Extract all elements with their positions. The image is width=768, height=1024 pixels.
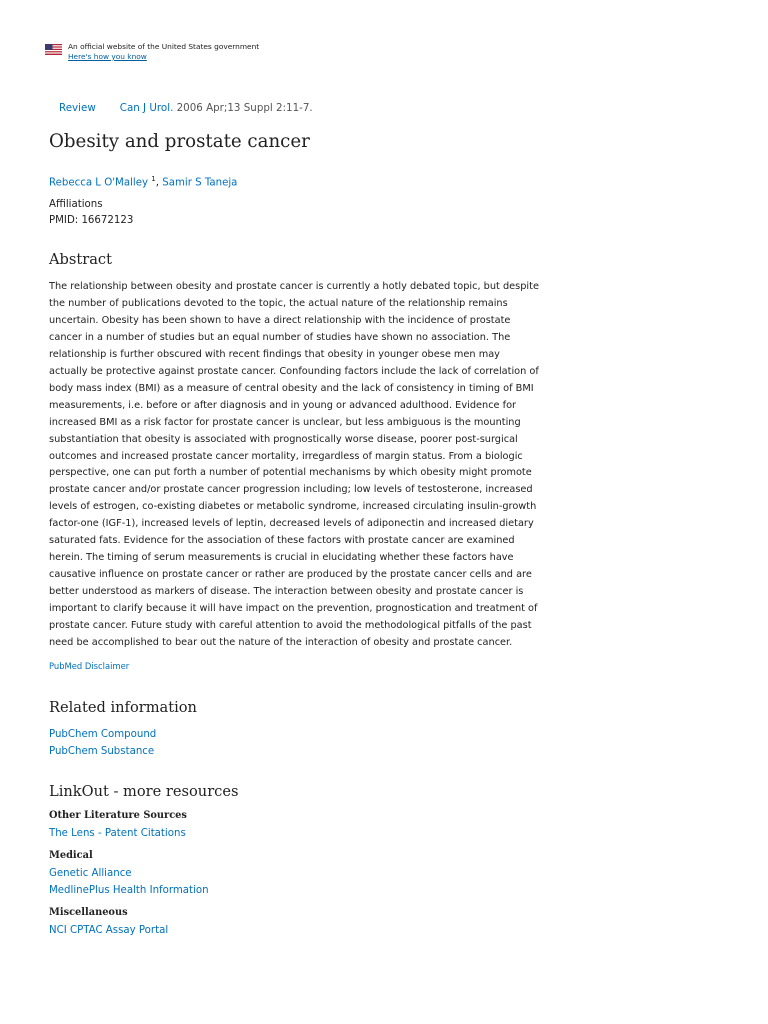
medlineplus-health-information-link[interactable]: MedlinePlus Health Information bbox=[49, 885, 209, 897]
author-list bbox=[49, 172, 237, 190]
affiliations-toggle[interactable]: Affiliations bbox=[49, 199, 103, 210]
nci-cptac-assay-portal-link[interactable]: NCI CPTAC Assay Portal bbox=[49, 925, 169, 936]
author-link[interactable]: Samir S Taneja bbox=[162, 177, 238, 189]
heres-how-you-know-link[interactable]: Here's how you know bbox=[68, 52, 147, 61]
linkout-group-links bbox=[49, 865, 209, 899]
related-information-heading: Related information bbox=[49, 699, 197, 716]
article-citation-row bbox=[59, 101, 313, 115]
pmid-label: PMID: 16672123 bbox=[49, 214, 134, 226]
linkout-group-links bbox=[49, 825, 186, 842]
us-flag-icon bbox=[45, 44, 62, 55]
linkout-group-links bbox=[49, 922, 168, 939]
pubmed-disclaimer-link[interactable]: PubMed Disclaimer bbox=[49, 661, 130, 671]
linkout-group-title: Other Literature Sources bbox=[49, 810, 187, 821]
publication-type-review-link[interactable]: Review bbox=[59, 102, 96, 114]
article-identifiers bbox=[49, 197, 133, 228]
related-links bbox=[49, 726, 156, 760]
gov-banner-text bbox=[68, 42, 259, 62]
abstract-heading: Abstract bbox=[49, 251, 112, 268]
author-link[interactable]: Rebecca L O'Malley bbox=[49, 177, 149, 189]
linkout-heading: LinkOut - more resources bbox=[49, 783, 239, 800]
affiliation-ref[interactable]: 1 bbox=[151, 175, 156, 183]
linkout-group-title: Miscellaneous bbox=[49, 907, 128, 918]
linkout-group-title: Medical bbox=[49, 850, 93, 861]
author-separator: , bbox=[155, 177, 163, 189]
the-lens-patent-citations-link[interactable]: The Lens - Patent Citations bbox=[49, 828, 186, 839]
pubchem-compound-link[interactable]: PubChem Compound bbox=[49, 729, 157, 740]
abstract-text: The relationship between obesity and prostate cancer is currently a hotly debated topic, but despite the number of publications devoted to the topic, the actual nature of the relationship remains uncertain. Obesity has been shown to have a direct relationship with the incidence of prostate cancer in a number of studies but an equal number of studies have shown no association. The relationship is further obscured with recent findings that obesity in younger obese men may actually be protective against prostate cancer. Confounding factors include the lack of correlation of body mass index (BMI) as a measure of central obesity and the lack of consistency in timing of BMI measurements, i.e. before or after diagnosis and in young or advanced adulthood. Evidence for increased BMI as a risk factor for prostate cancer is unclear, but less ambiguous is the mounting substantiation that obesity is associated with prognostically worse disease, poorer post-surgical outcomes and increased prostate cancer mortality, irregardless of margin status. From a biologic perspective, one can put forth a number of potential mechanisms by which obesity might promote prostate cancer and/or prostate cancer progression including; low levels of testosterone, increased levels of estrogen, co-existing diabetes or metabolic syndrome, increased circulating insulin-growth factor-one (IGF-1), increased levels of leptin, decreased levels of adiponectin and increased dietary saturated fats. Evidence for the association of these factors with prostate cancer are examined herein. The timing of serum measurements is crucial in elucidating whether these factors have causative influence on prostate cancer or rather are produced by the prostate cancer cells and are better understood as markers of disease. The interaction between obesity and prostate cancer is important to clarify because it will have impact on the prevention, prognostication and treatment of prostate cancer. Future study with careful attention to avoid the methodological pitfalls of the past need be accomplished to bear out the nature of the interaction of obesity and prostate cancer. bbox=[49, 281, 539, 649]
pubchem-substance-link[interactable]: PubChem Substance bbox=[49, 746, 155, 758]
genetic-alliance-link[interactable]: Genetic Alliance bbox=[49, 868, 132, 879]
gov-banner bbox=[45, 42, 259, 62]
gov-official-text: An official website of the United States government bbox=[68, 42, 260, 51]
citation-details: 2006 Apr;13 Suppl 2:11-7. bbox=[176, 102, 313, 114]
journal-link[interactable]: Can J Urol. bbox=[119, 102, 174, 114]
article-title: Obesity and prostate cancer bbox=[49, 131, 310, 152]
